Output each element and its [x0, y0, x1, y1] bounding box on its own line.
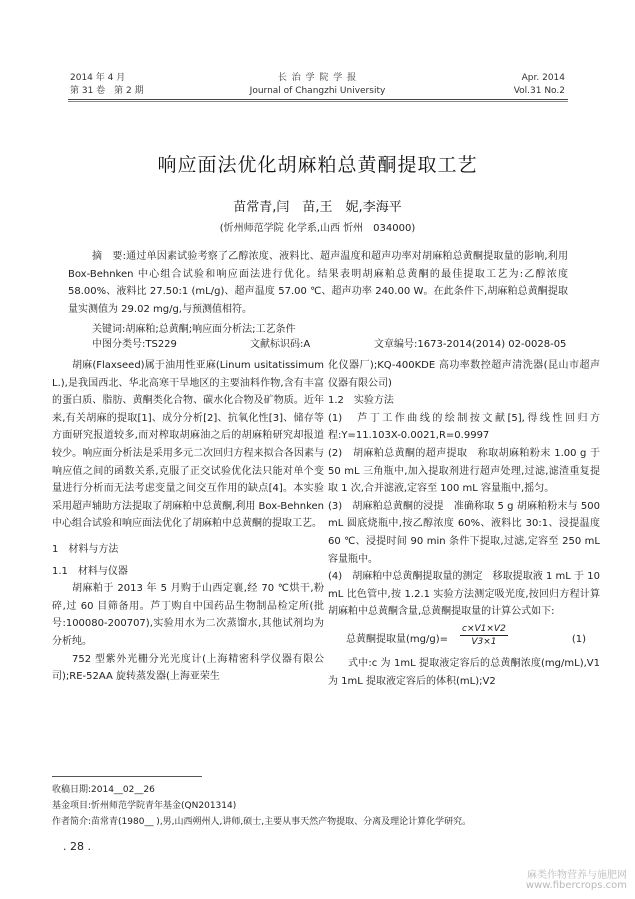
- header-journal-cn: 长 治 学 院 学 报: [277, 73, 358, 83]
- article-number: 文章编号:1673-2014(2014) 02-0028-05: [374, 339, 567, 350]
- footnote-author: 作者简介:苗常青(1980__ ),男,山西朔州人,讲师,硕士,主要从事天然产物提取、分离及理论计算化学研究。: [52, 817, 472, 827]
- page-number: . 28 .: [63, 840, 91, 853]
- formula-explanation: 式中:c 为 1mL 提取液定容后的总黄酮浓度(mg/mL),V1 为 1mL 提取液定容后的体积(mL);V2: [328, 657, 600, 687]
- header-vol-en: Vol.31 No.2: [513, 86, 565, 96]
- header-rule-thin: [68, 101, 568, 102]
- document-code: 文献标识码:A: [250, 339, 311, 350]
- paper-affiliation: (忻州师范学院 化学系,山西 忻州 034000): [219, 223, 416, 234]
- right-column: [328, 357, 600, 690]
- footnote-rule: [52, 776, 202, 777]
- paper-authors: 苗常青,闫 苗,王 妮,李海平: [233, 200, 402, 215]
- section-1-2-heading: 1.2 实验方法: [328, 395, 394, 407]
- watermark-cn: 麻类作物营养与施肥网: [527, 870, 627, 881]
- footnote-received: 收稿日期:2014__02__26: [52, 785, 155, 795]
- instruments-continued: 化仪器厂);KQ-400KDE 高功率数控超声清洗器(昆山市超声仪器有限公司): [328, 360, 600, 389]
- abstract: 摘 要:通过单因素试验考察了乙醇浓度、液料比、超声温度和超声功率对胡麻粕总黄酮提取量的影响,利用 Box-Behnken 中心组合试验和响应面法进行优化。结果表明胡麻粕总黄酮的最佳提取工艺为:乙醇浓度 58.00%、液料比 27.50:1 (mL/g)、超声温度 57.00 ℃、超声功率 240.00 W。在此条件下,胡麻粕总黄酮提取量实测值为 29.02 mg/g,与预测值相符。: [68, 251, 568, 315]
- step-4: (4) 胡麻粕中总黄酮提取量的测定 移取提取液 1 mL 于 10 mL 比色管中,按 1.2.1 实验方法测定吸光度,按回归方程计算胡麻粕中总黄酮含量,总黄酮提取量的计算公式如下:: [328, 571, 600, 618]
- footnote-fund: 基金项目:忻州师范学院青年基金(QN201314): [52, 801, 237, 811]
- step-2: (2) 胡麻粕总黄酮的超声提取 称取胡麻粕粉末 1.00 g 于 50 mL 三角瓶中,加入提取剂进行超声处理,过滤,滤渣重复提取 1 次,合并滤液,定容至 100 mL 容量瓶中,摇匀。: [328, 447, 600, 495]
- instruments-paragraph: 752 型紫外光栅分光光度计(上海精密科学仪器有限公司);RE-52AA 旋转蒸发器(上海亚荣生: [52, 653, 324, 683]
- header-volume: 第 31 卷 第 2 期: [70, 86, 144, 96]
- section-1-heading: 1 材料与方法: [52, 543, 119, 555]
- formula-fraction: [460, 623, 508, 648]
- formula-denominator: V3×1: [471, 636, 497, 647]
- formula-numerator: c×V1×V2: [462, 623, 506, 634]
- step-3: (3) 胡麻粕总黄酮的浸提 准确称取 5 g 胡麻粕粉末与 500 mL 圆底烧瓶中,按乙醇浓度 60%、液料比 30:1、浸提温度 60 ℃、浸提时间 90 min 条件下提取,过滤,定容至 250 mL 容量瓶中。: [328, 500, 600, 565]
- header-journal-en: Journal of Changzhi University: [249, 86, 386, 96]
- formula-number: (1): [571, 633, 586, 645]
- header-date-en: Apr. 2014: [521, 73, 565, 83]
- watermark-en: www.fibercrops.com: [525, 880, 627, 891]
- left-column: [52, 357, 324, 686]
- materials-paragraph: 胡麻粕于 2013 年 5 月购于山西定襄,经 70 ℃烘干,粉碎,过 60 目筛备用。芦丁购自中国药品生物制品检定所(批号:100080-200707),实验用水为二次蒸馏水,其他试剂均为分析纯。: [52, 583, 324, 647]
- paper-title: 响应面法优化胡麻粕总黄酮提取工艺: [157, 154, 478, 176]
- clc-number: 中图分类号:TS229: [92, 339, 177, 350]
- step-1: (1) 芦丁工作曲线的绘制按文献[5],得线性回归方程:Y=11.103X-0.0021,R=0.9997: [328, 412, 600, 442]
- formula-1: [328, 623, 600, 651]
- header-rule: [68, 99, 568, 100]
- header-date: 2014 年 4 月: [70, 73, 126, 83]
- formula-left: 总黄酮提取量(mg/g)=: [346, 633, 448, 645]
- intro-paragraph: 胡麻(Flaxseed)属于油用性亚麻(Linum usitatissimum L.),是我国西北、华北高寒干旱地区的主要油料作物,含有丰富的蛋白质、脂肪、黄酮类化合物、碳水化合物及矿物质。近年来,有关胡麻的提取[1]、成分分析[2]、抗氧化性[3]、储存等方面研究报道较多,而对榨取胡麻油之后的胡麻粕研究却报道较少。响应面分析法是采用多元二次回归方程来拟合各因素与响应值之间的函数关系,克服了正交试验优化法只能对单个变量进行分析而无法考虑变量之间交互作用的缺点[4]。本实验采用超声辅助方法提取了胡麻粕中总黄酮,利用 Box-Behnken 中心组合试验和响应面法优化了胡麻粕中总黄酮的提取工艺。: [52, 360, 324, 530]
- keywords: 关键词:胡麻粕;总黄酮;响应面分析法;工艺条件: [92, 324, 296, 335]
- section-1-1-heading: 1.1 材料与仪器: [52, 565, 128, 577]
